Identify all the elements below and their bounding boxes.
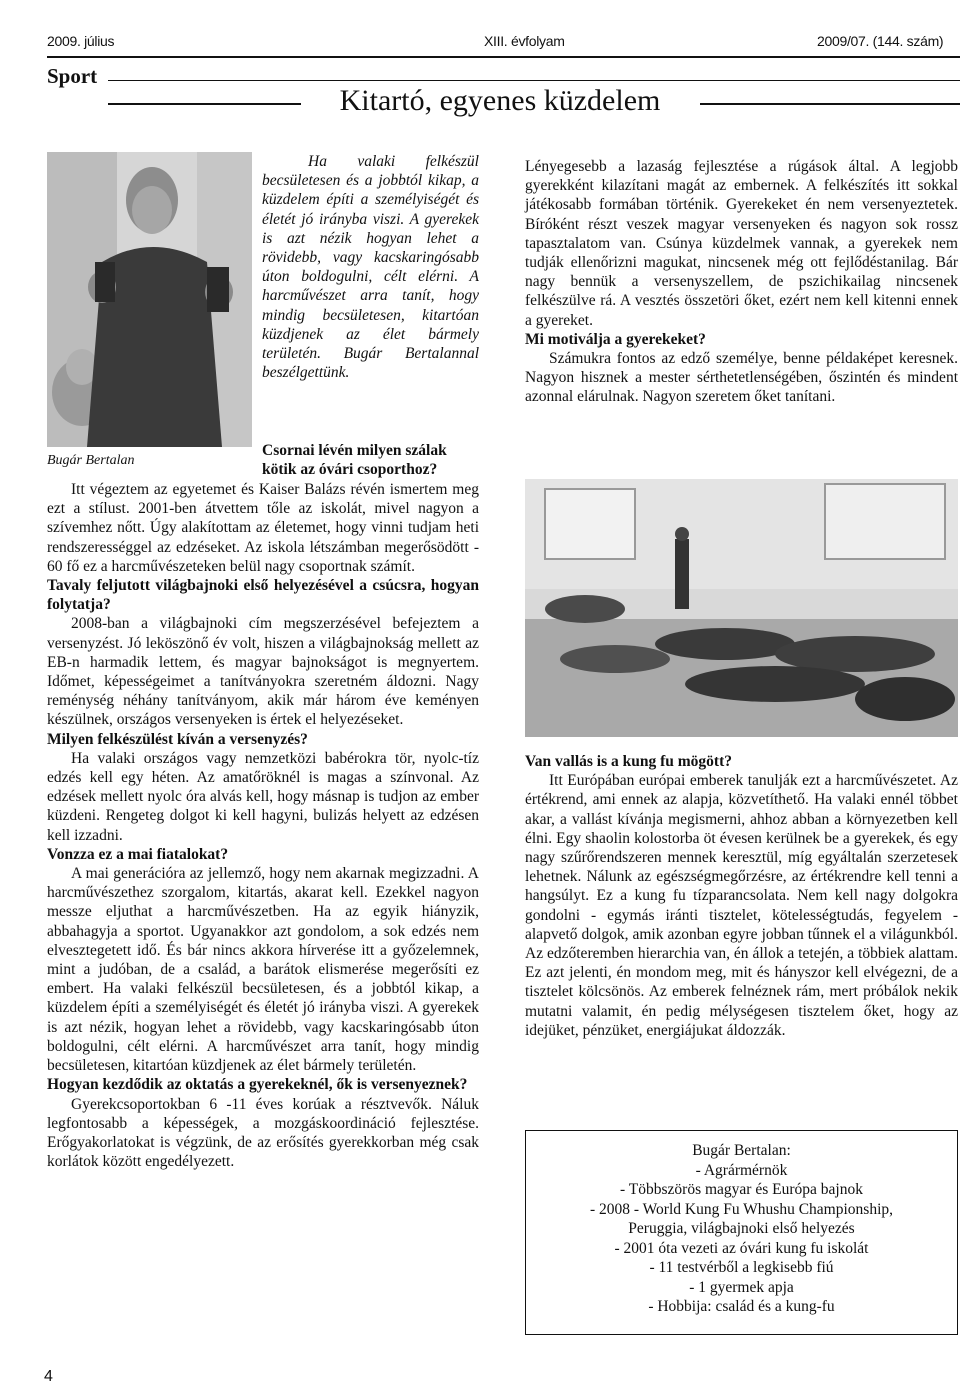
training-photo <box>525 479 958 737</box>
bio-line: - 2008 - World Kung Fu Whushu Championship, <box>589 1200 893 1218</box>
page-header <box>47 33 960 51</box>
question: Milyen felkészülést kíván a versenyzés? <box>47 730 308 748</box>
question: Tavaly feljutott világbajnoki első helyezésével a csúcsra, hogyan folytatja? <box>47 577 479 614</box>
title-rule-left <box>108 103 301 105</box>
bio-line: - 11 testvérből a legkisebb fiú <box>649 1259 834 1276</box>
bio-line: - Agrármérnök <box>695 1161 788 1179</box>
paragraph: Itt végeztem az egyetemet és Kaiser Balázs révén ismertem meg ezt a stílust. 2001-ben átvettem tőle az iskolát, mivel nagyon a szívemhez nőtt. Úgy alakítottam az életemet, hogy vinni tudjam heti rendszerességgel az edzéseket. Az iskola létszámban megerősödött - 60 fő ez a harcművészeteken belül nagy csoportnak számít. <box>47 481 479 575</box>
title-rule-right <box>700 103 960 105</box>
question-text: Csornai lévén milyen szálak kötik az óvári csoporthoz? <box>262 442 447 479</box>
section-label: Sport <box>47 64 98 88</box>
bio-line: Bugár Bertalan: <box>692 1142 791 1159</box>
bio-box <box>525 1130 958 1335</box>
bio-line: - Többszörös magyar és Európa bajnok <box>620 1181 863 1198</box>
paragraph: A mai generációra az jellemző, hogy nem akarnak megizzadni. A harcművészethez szorgalom, kitartás, akarat kell. Ezekkel nagyon messze eljuthat a harcművészetben. Ha az egyik hiányzik, abbahagyja a sportot. Ugyanakkor azt gondolom, a sok edzés nem elvesztegetett idő. És bár nincs akkora hírverése itt a győzelemnek, mint a judóban, de a család, a barátok elismerése megerősíti ez embert. Ha valaki felkészül becsületesen, és a jobbtól kikap, a küzdelem építi a személyiségét és életét jó irányba viszi. A gyerekek is azt nézik, hogyan lehet a rövidebb, vagy kacskaringósabb úton boldogulni, célt elérni. A harcművészet arra tanít, hogy mindig becsületesen, kitartóan küzdjenek az élet bármely területén. <box>47 865 479 1075</box>
bio-line: - Hobbija: család és a kung-fu <box>648 1298 835 1315</box>
page-number: 4 <box>44 1368 53 1385</box>
header-issue: 2009/07. (144. szám) <box>817 33 944 49</box>
article-title: Kitartó, egyenes küzdelem <box>339 84 661 117</box>
paragraph: Gyerekcsoportokban 6 -11 éves korúak a résztvevők. Náluk legfontosabb a képességek, a mozgáskoordináció fejlesztése. Erőgyakorlatokat is végzünk, de az erősítés gyerekkorban még csak korlátok között engedélyezett. <box>47 1095 479 1171</box>
paragraph: Számukra fontos az edző személye, benne példaképet keresnek. Nagyon hisznek a mester sérthetetlenségében, őszintén és mindent azonnal elárulnak. Nagyon szeretem őket tanítani. <box>525 350 958 406</box>
paragraph: Ha valaki országos vagy nemzetközi babérokra tör, nyolc-tíz edzés kell egy héten. Az amatőröknél is magas a színvonal. Az edzések mellett nyolc óra alvás kell, hogy másnap is tudjon az ember küzdeni. Rengeteg dolgot ki kell hagyni, bulizás helyett az edzésen kell izzadni. <box>47 749 479 844</box>
paragraph: Lényegesebb a lazaság fejlesztése a rúgások által. A legjobb gyerekként kilazítani magát az embernek. A felkészítés itt sokkal játékosabb formában történik. Gyerekeket én nem versenyeztetek. Bíróként részt veszek magyar versenyeken és nagyon sok rossz tapasztalatom van. Csúnya küzdelmek vannak, a gyerekek nem tudják ellenőrizni magukat, nincsenek még ott fejlődéstanilag. Bár nagy bennük a versenyszellem, de pszichikailag nincsenek felkészülve rá. A vesztés összetöri őket, ezért nem kell kitenni ennek a gyereket. <box>525 158 958 329</box>
bio-line: Peruggia, világbajnoki első helyezés <box>628 1220 855 1237</box>
left-column <box>47 480 479 1171</box>
paragraph: Itt Európában európai emberek tanulják ezt a harcművészetet. Az értékrend, ami ennek az alapja, közvetíthető. Ha valaki ennél többet akar, a vallást kívánja megismerni, ahhoz abban a környezetben kell élni. Egy shaolin kolostorba öt évesen kerülnek be a gyerekek, és egy nagy szűrőrendszeren mennek keresztül, míg egyáltalán szerzetesek lehetnek. Nálunk az egészségmegőrzésre, az értékrendre kell tenni a hangsúlyt. Ez a kung fu tízparancsolata. Nem kell nagy dolgokra gondolni - egymás iránti tisztelet, kötelességtudás, fegyelem - alapvető dolgok, amik azonban egyre jobban tűnnek el a világunkból. Az edzőteremben hierarchia van, én állok a tetején, a többiek alattam. Ez azt jelenti, én mondom meg, mit és hányszor kell elvégezni, de a tisztelet kölcsönös. Az emberek felnéznek rám, mert próbálok nekik mutatni valamit, én pedig mélységesen tisztelem őket, hogy az idejüket, pénzüket, energiájukat áldozzák. <box>525 772 958 1039</box>
paragraph: 2008-ban a világbajnoki cím megszerzésével befejeztem a versenyzést. Jó leköszönő év volt, hiszen a világbajnokság mellett az EB-n harmadik lettem, és magyar bajnokságot is megnyertem. Időmet, képességeimet a tanítványokra szeretném áldozni. Nagy reménység néhány tanítványom, akik már három éve keményen készülnek, országos versenyeken is értek el helyezéseket. <box>47 615 479 729</box>
portrait-photo <box>47 152 252 447</box>
bio-line: - 2001 óta vezeti az óvári kung fu iskolát <box>614 1239 869 1257</box>
section-rule <box>108 80 960 81</box>
article-lead <box>262 152 479 382</box>
first-question <box>262 441 479 479</box>
question: Vonzza ez a mai fiatalokat? <box>47 845 229 863</box>
header-volume: XIII. évfolyam <box>484 33 565 49</box>
photo-caption: Bugár Bertalan <box>47 453 135 468</box>
question: Van vallás is a kung fu mögött? <box>525 753 733 770</box>
header-rule <box>47 56 960 58</box>
right-column-top <box>525 157 958 407</box>
question: Mi motiválja a gyerekeket? <box>525 330 706 348</box>
header-date: 2009. július <box>47 33 115 49</box>
bio-line: - 1 gyermek apja <box>689 1278 794 1296</box>
question: Hogyan kezdődik az oktatás a gyerekeknél, ők is versenyeznek? <box>47 1076 468 1094</box>
right-column-bottom <box>525 752 958 1040</box>
lead-text: Ha valaki felkészül becsületesen és a jobbtól kikap, a küzdelem építi a személyiségét és életét jó irányba viszi. A gyerekek is azt nézik hogyan lehet a rövidebb, vagy kacskaringósabb úton boldogulni, célt elérni. A harcművészet arra tanít, hogy mindig becsületesen, kitartóan küzdjenek az élet bármely területén. Bugár Bertalannal beszélgettünk. <box>262 153 479 382</box>
